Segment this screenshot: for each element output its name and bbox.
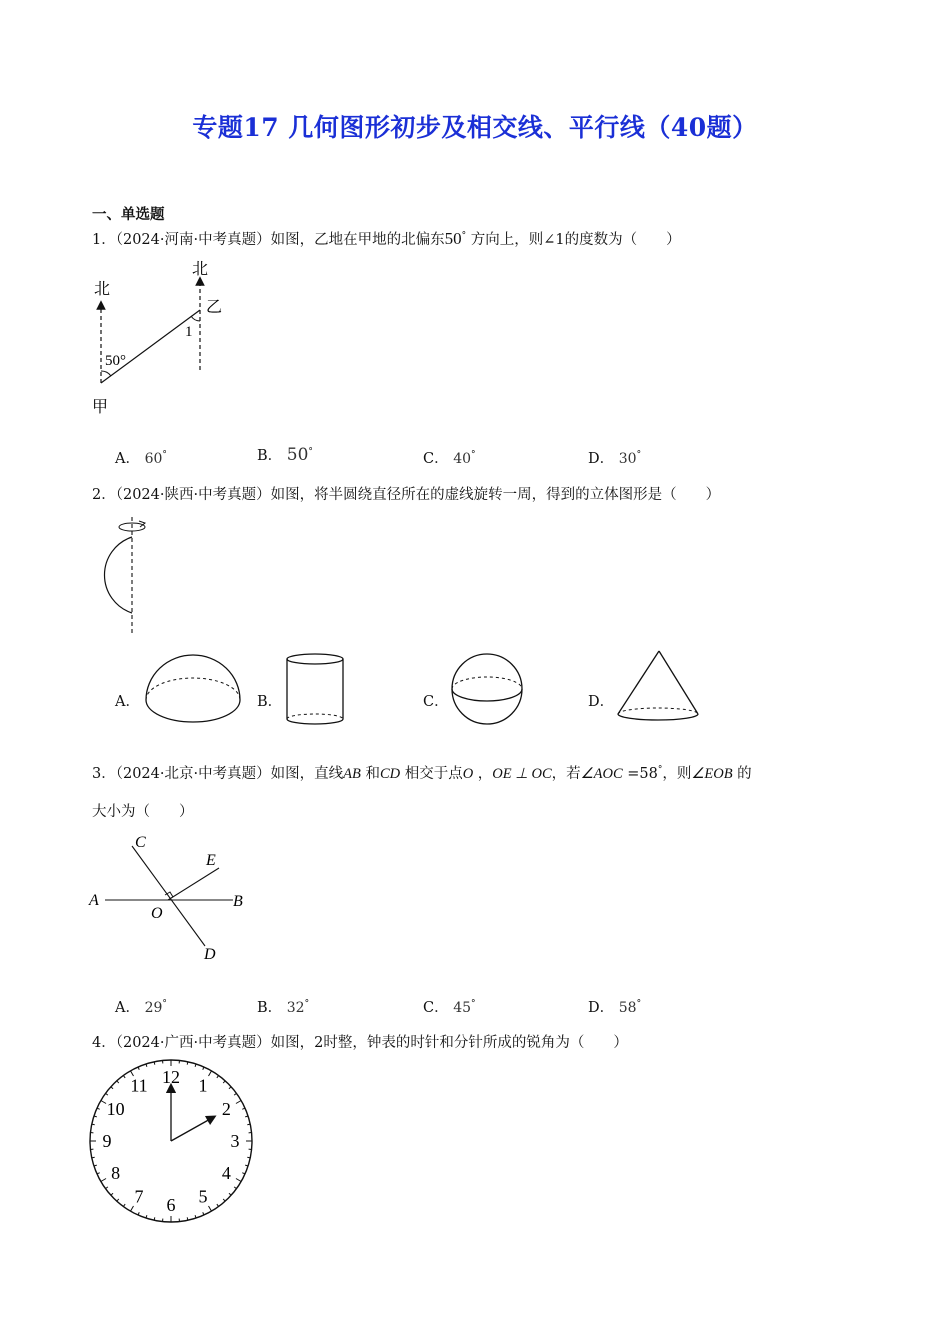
- option-a[interactable]: A．: [115, 694, 140, 710]
- label-e: E: [206, 852, 216, 869]
- clock-number: 8: [111, 1163, 121, 1183]
- question-number: 3．: [92, 766, 116, 782]
- math-cd: CD: [379, 766, 401, 782]
- option-d[interactable]: D．: [588, 694, 615, 710]
- clock-tick: [217, 1075, 219, 1077]
- clock-tick: [203, 1067, 204, 1070]
- label-50-degree: 50°: [105, 353, 126, 369]
- degree-mark: °: [636, 450, 642, 461]
- clock-tick: [229, 1087, 231, 1089]
- clock-tick: [209, 1206, 212, 1211]
- question-number: 4．: [92, 1035, 116, 1051]
- clock-tick: [123, 1075, 125, 1077]
- degree-mark: °: [162, 999, 167, 1010]
- clock-tick: [236, 1179, 241, 1182]
- question-source: （2024·陕西·中考真题）: [115, 487, 271, 503]
- option-c[interactable]: [423, 447, 476, 468]
- option-c[interactable]: C．: [423, 694, 449, 710]
- question-source: （2024·北京·中考真题）: [115, 766, 271, 782]
- clock-tick: [154, 1217, 155, 1220]
- option-value: 40: [453, 451, 472, 467]
- option-d[interactable]: [588, 447, 641, 468]
- clock-tick: [92, 1157, 95, 1158]
- angle-arc-1: [191, 316, 200, 321]
- clock-tick: [138, 1212, 139, 1215]
- clock-tick: [111, 1193, 113, 1195]
- clock-tick: [247, 1124, 250, 1125]
- clock-number: 9: [102, 1131, 112, 1151]
- clock-number: 5: [198, 1186, 208, 1207]
- clock-tick: [117, 1081, 119, 1083]
- math-oe-perp-oc: OE ⊥ OC: [492, 766, 552, 782]
- degree-mark: °: [304, 999, 310, 1010]
- question-text: 如图，2时整，钟表的时针和分针所成的锐角为（ ）: [270, 1035, 628, 1051]
- label-c: C: [135, 834, 146, 851]
- sphere-shape: [449, 652, 527, 728]
- connecting-line: [101, 310, 200, 383]
- math-ab: AB: [343, 766, 361, 782]
- clock-tick: [247, 1157, 250, 1158]
- clock-tick: [229, 1193, 231, 1195]
- clock-tick: [105, 1187, 107, 1189]
- clock-tick: [217, 1204, 219, 1206]
- question-number: 2．: [92, 487, 116, 503]
- question-number: 1．: [92, 232, 116, 248]
- angle-arc-50: [101, 371, 111, 376]
- label-d: D: [204, 946, 216, 963]
- clock-tick: [242, 1173, 245, 1174]
- clock-tick: [101, 1179, 106, 1182]
- clock-tick: [105, 1093, 107, 1095]
- option-letter: B．: [257, 1000, 283, 1016]
- semicircle: [104, 537, 132, 613]
- label-jia: 甲: [92, 399, 109, 416]
- clock-tick: [242, 1108, 245, 1109]
- option-d[interactable]: [588, 996, 641, 1017]
- label-a: A: [89, 892, 99, 909]
- question-source: （2024·广西·中考真题）: [115, 1035, 271, 1051]
- degree-mark: °: [461, 231, 467, 242]
- label-yi: 乙: [206, 299, 223, 316]
- label-angle-1: 1: [185, 324, 193, 340]
- clock-tick: [234, 1187, 236, 1189]
- figure-q3-intersecting-lines: [85, 828, 255, 968]
- clock-tick: [236, 1101, 241, 1104]
- figure-q4-clock: [88, 1058, 258, 1228]
- question-4-stem: [92, 1031, 628, 1052]
- hour-hand: [171, 1118, 212, 1141]
- figure-q1-direction: [88, 255, 238, 420]
- degree-mark: °: [162, 450, 167, 461]
- option-value: 50: [286, 445, 309, 465]
- option-value: 32: [286, 1000, 305, 1016]
- figure-q2-semicircle: [88, 515, 158, 637]
- punctuation: ，: [477, 766, 493, 782]
- option-value: 29: [144, 1000, 163, 1016]
- question-text: 的: [737, 766, 752, 782]
- clock-tick: [131, 1206, 134, 1211]
- clock-tick: [203, 1212, 204, 1215]
- clock-number: 6: [166, 1195, 176, 1215]
- math-value: =58: [627, 766, 658, 782]
- question-1-stem: [92, 228, 681, 249]
- question-text: 如图，乙地在甲地的北偏东: [270, 232, 445, 248]
- clock-number: 7: [134, 1186, 144, 1207]
- option-value: 45: [453, 1000, 472, 1016]
- line-cd: [132, 846, 205, 946]
- option-letter: D．: [588, 451, 615, 467]
- clock-tick: [117, 1199, 119, 1201]
- option-a[interactable]: [115, 996, 167, 1017]
- cone-shape: [614, 648, 702, 728]
- question-text: 和: [365, 766, 380, 782]
- question-text: ，若: [551, 766, 581, 782]
- clock-tick: [123, 1204, 125, 1206]
- clock-tick: [101, 1101, 106, 1104]
- clock-tick: [187, 1217, 188, 1220]
- option-c[interactable]: [423, 996, 476, 1017]
- clock-tick: [223, 1199, 225, 1201]
- hemisphere-shape: [143, 650, 243, 726]
- option-value: 30: [618, 451, 637, 467]
- math-angle-aoc: ∠AOC: [580, 766, 623, 782]
- clock-number: 10: [106, 1099, 125, 1119]
- option-letter: C．: [423, 1000, 449, 1016]
- option-b[interactable]: [257, 444, 313, 465]
- clock-number: 3: [230, 1131, 240, 1151]
- degree-mark: °: [471, 999, 476, 1010]
- option-letter: D．: [588, 1000, 615, 1016]
- question-source: （2024·河南·中考真题）: [115, 232, 271, 248]
- cylinder-shape: [283, 652, 349, 726]
- label-north: 北: [192, 261, 209, 278]
- question-3-stem-line-2: 大小为（ ）: [92, 804, 194, 820]
- clock-tick: [92, 1124, 95, 1125]
- degree-mark: °: [308, 447, 313, 458]
- clock-number: 1: [198, 1075, 208, 1096]
- question-text: 如图，直线: [270, 766, 344, 782]
- clock-tick: [234, 1093, 236, 1095]
- option-a[interactable]: [115, 447, 167, 468]
- clock-tick: [138, 1067, 139, 1070]
- clock-number: 11: [130, 1075, 148, 1096]
- label-north: 北: [94, 281, 111, 298]
- clock-tick: [154, 1062, 155, 1065]
- question-text: 如图，将半圆绕直径所在的虚线旋转一周，得到的立体图形是（ ）: [270, 487, 721, 503]
- option-letter: B．: [257, 448, 283, 464]
- option-b[interactable]: B．: [257, 694, 283, 710]
- question-3-stem: [92, 762, 752, 783]
- clock-tick: [111, 1087, 113, 1089]
- page-title: 专题17 几何图形初步及相交线、平行线（40题）: [192, 113, 758, 142]
- option-letter: A．: [115, 451, 140, 467]
- option-value: 60: [144, 451, 163, 467]
- degree-mark: °: [636, 999, 642, 1010]
- math-o: O: [462, 766, 474, 782]
- math-angle-eob: ∠EOB: [691, 766, 733, 782]
- option-value: 58: [618, 1000, 637, 1016]
- degree-mark: °: [657, 765, 663, 776]
- ray-oe: [168, 868, 219, 900]
- option-letter: A．: [115, 1000, 140, 1016]
- clock-tick: [223, 1081, 225, 1083]
- question-text: 方向上，则∠1的度数为（ ）: [470, 232, 681, 248]
- section-heading: 一、单选题: [92, 206, 165, 223]
- clock-tick: [97, 1108, 100, 1109]
- question-text: ，则: [662, 766, 692, 782]
- clock-tick: [187, 1062, 188, 1065]
- clock-tick: [209, 1071, 212, 1076]
- question-text: 相交于点: [404, 766, 463, 782]
- angle-value: 50: [444, 229, 462, 248]
- clock-number: 2: [221, 1099, 231, 1119]
- clock-number: 12: [162, 1067, 180, 1087]
- question-2-stem: [92, 483, 720, 504]
- option-letter: C．: [423, 451, 449, 467]
- label-b: B: [233, 893, 243, 910]
- clock-number: 4: [221, 1163, 231, 1183]
- degree-mark: °: [471, 450, 476, 461]
- clock-tick: [97, 1173, 100, 1174]
- label-o: O: [151, 905, 163, 922]
- option-b[interactable]: [257, 996, 309, 1017]
